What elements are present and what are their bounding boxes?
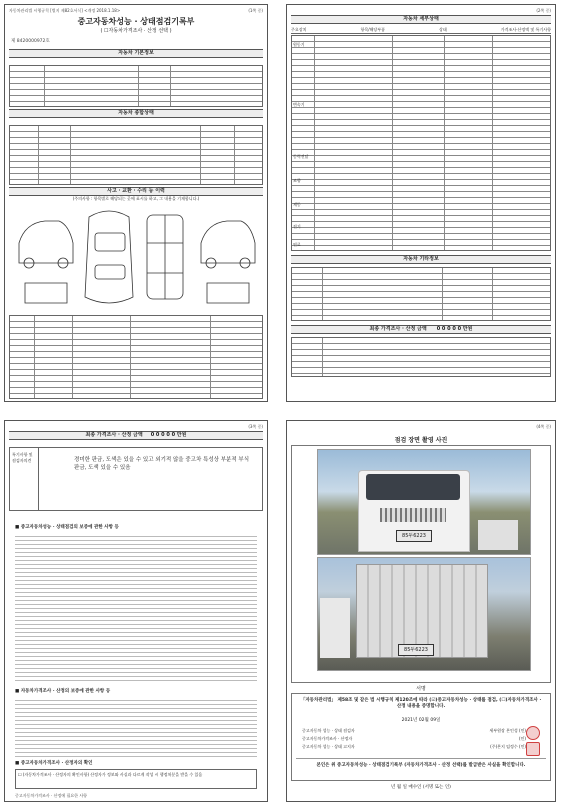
side-label-steering: 조향 xyxy=(293,178,301,183)
car-rear-view xyxy=(207,283,249,303)
guide-title: ■ 중고자동차성능 · 상태점검의 보증에 관한 사항 등 xyxy=(15,525,119,530)
law-text: 「자동차관리법」 제58조 및 같은 법 시행규칙 제120조에 따라 (☑)중고자동차성능 · 상태를 점검, (☐)자동차가격조사 · 산정 내용을 증명합니다. xyxy=(300,698,542,709)
car-top-view-outline xyxy=(85,211,133,303)
section-accident: 사고 · 교환 · 수리 등 이력 xyxy=(9,187,263,196)
side-label-engine: 원동기 xyxy=(293,42,305,47)
side-label-electric: 전기 xyxy=(293,224,301,229)
doc-number: 제 8420000972호 xyxy=(11,39,50,44)
adjacent-truck xyxy=(320,598,350,658)
page-2 xyxy=(286,4,556,402)
col-header-remarks: 가격조사·산정액 및 특기사항 xyxy=(500,27,551,32)
truck-front-photo xyxy=(317,449,531,555)
page-1 xyxy=(4,4,268,402)
col-header-device: 주요장치 xyxy=(291,27,307,32)
page-number: (1쪽 중) xyxy=(248,8,263,13)
rear-license-plate: 85두6223 xyxy=(398,644,434,656)
buyer-sign-line: 년 월 일 매수인 (서명 또는 인) xyxy=(391,785,451,790)
remarks-table xyxy=(291,337,551,377)
truck-windshield xyxy=(366,474,460,500)
form-header-left: 자동차관리법 시행규칙 [별지 제82호서식] <개정 2018.1.18> xyxy=(9,8,121,13)
page-number: (3쪽 중) xyxy=(248,424,263,429)
opinion-text: 경미한 판금, 도색은 있을 수 있고 외기적 않을 중고차 특성상 부분적 부식 판금, 도색 있을 수 있음 xyxy=(74,457,250,471)
car-right-side-outline xyxy=(201,221,255,263)
side-label-transmission: 변속기 xyxy=(293,102,305,107)
footer-note: 중고자동차가격조사 · 산정에 필요한 사항 xyxy=(15,793,88,798)
section-status: 자동차 종합상태 xyxy=(9,109,263,118)
options-table xyxy=(9,315,263,399)
car-left-side-outline xyxy=(19,221,73,263)
page-3 xyxy=(4,420,268,802)
page-number: (4쪽 중) xyxy=(536,424,551,429)
seal-stamp-1 xyxy=(526,726,540,740)
car-windshield xyxy=(95,233,125,251)
truck-grille xyxy=(380,508,446,522)
detail-table xyxy=(291,35,551,251)
tests-caption: (주의사항 : 항목별로 해당되는 곳에 표시를 하고, 그 내용을 기재합니다.) xyxy=(72,196,200,201)
detail-column-headers xyxy=(291,27,551,34)
role-appraiser: 중고자동차가격조사 · 산정자 xyxy=(302,736,353,741)
basic-table xyxy=(9,65,263,107)
issue-date: 2021년 02월 09일 xyxy=(401,718,441,723)
confirm-title: ■ 중고자동차가격조사 · 산정자의 확인 xyxy=(15,761,93,766)
final-price-label: 최종 가격조사 · 산정 금액 xyxy=(85,432,143,438)
status-table xyxy=(9,125,263,185)
background-truck xyxy=(478,520,518,550)
final-price-bar xyxy=(9,431,263,440)
buyer-confirm-text: 본인은 위 중고자동차성능 · 상태점검기록부 (자동차가격조사 · 산정 선택)를 발급받은 사실을 확인합니다. xyxy=(316,763,526,768)
page-subtitle: ( ☐자동차가격조사 · 산정 선택 ) xyxy=(100,28,172,34)
seal-stamp-2 xyxy=(526,742,540,756)
side-label-fuel: 연료 xyxy=(293,242,301,247)
side-label-drivetrain: 동력전달 xyxy=(293,154,309,159)
confirm-box: ☐ (자동차가격조사 · 산정자의 확인사항) 산정자가 정보와 사실과 다르게 작성 시 행정처분을 받을 수 있음 xyxy=(15,769,257,789)
opinion-label: 특기사항 및 점검자의견 xyxy=(12,452,33,463)
signer-inspector: 세부원장 본인성 (인) xyxy=(489,728,526,733)
truck-rear-photo xyxy=(317,557,531,671)
guide2-body-text xyxy=(15,697,257,757)
front-license-plate: 85두6223 xyxy=(396,530,432,542)
guide2-title: ■ 자동차가격조사 · 산정의 보증에 관한 사항 등 xyxy=(15,689,111,694)
final-price-value: 0 0 0 0 0 만원 xyxy=(436,326,473,332)
section-detail: 자동차 세부상태 xyxy=(291,15,551,24)
col-header-item: 항목/해당부품 xyxy=(360,27,386,32)
signer-appraiser: (인) xyxy=(519,736,526,741)
car-rear-window xyxy=(95,265,125,279)
signature-label: 서명 xyxy=(416,686,426,692)
opinion-box xyxy=(9,447,263,511)
page-4 xyxy=(286,420,556,802)
other-table xyxy=(291,267,551,321)
page-number: (2쪽 중) xyxy=(536,8,551,13)
signer-notifier: (주)본지 임정수 (인) xyxy=(490,744,526,749)
page-title: 중고자동차성능 · 상태점검기록부 xyxy=(77,17,195,26)
vehicle-diagram xyxy=(11,203,263,313)
final-price-value: 0 0 0 0 0 만원 xyxy=(150,432,187,438)
col-header-status: 상태 xyxy=(439,27,447,32)
car-front-view xyxy=(25,283,67,303)
section-basic: 자동차 기본정보 xyxy=(9,49,263,58)
final-price-bar xyxy=(291,325,551,334)
role-inspector: 중고자동차 성능 · 상태 점검자 xyxy=(302,728,355,733)
guide-body-text xyxy=(15,533,257,683)
section-other: 자동차 기타정보 xyxy=(291,255,551,264)
final-price-label: 최종 가격조사 · 산정 금액 xyxy=(369,326,427,332)
role-notifier: 중고자동차 성능 · 상태 고지자 xyxy=(302,744,355,749)
photo-title: 점검 장면 촬영 사진 xyxy=(394,437,448,444)
side-label-brake: 제동 xyxy=(293,202,301,207)
